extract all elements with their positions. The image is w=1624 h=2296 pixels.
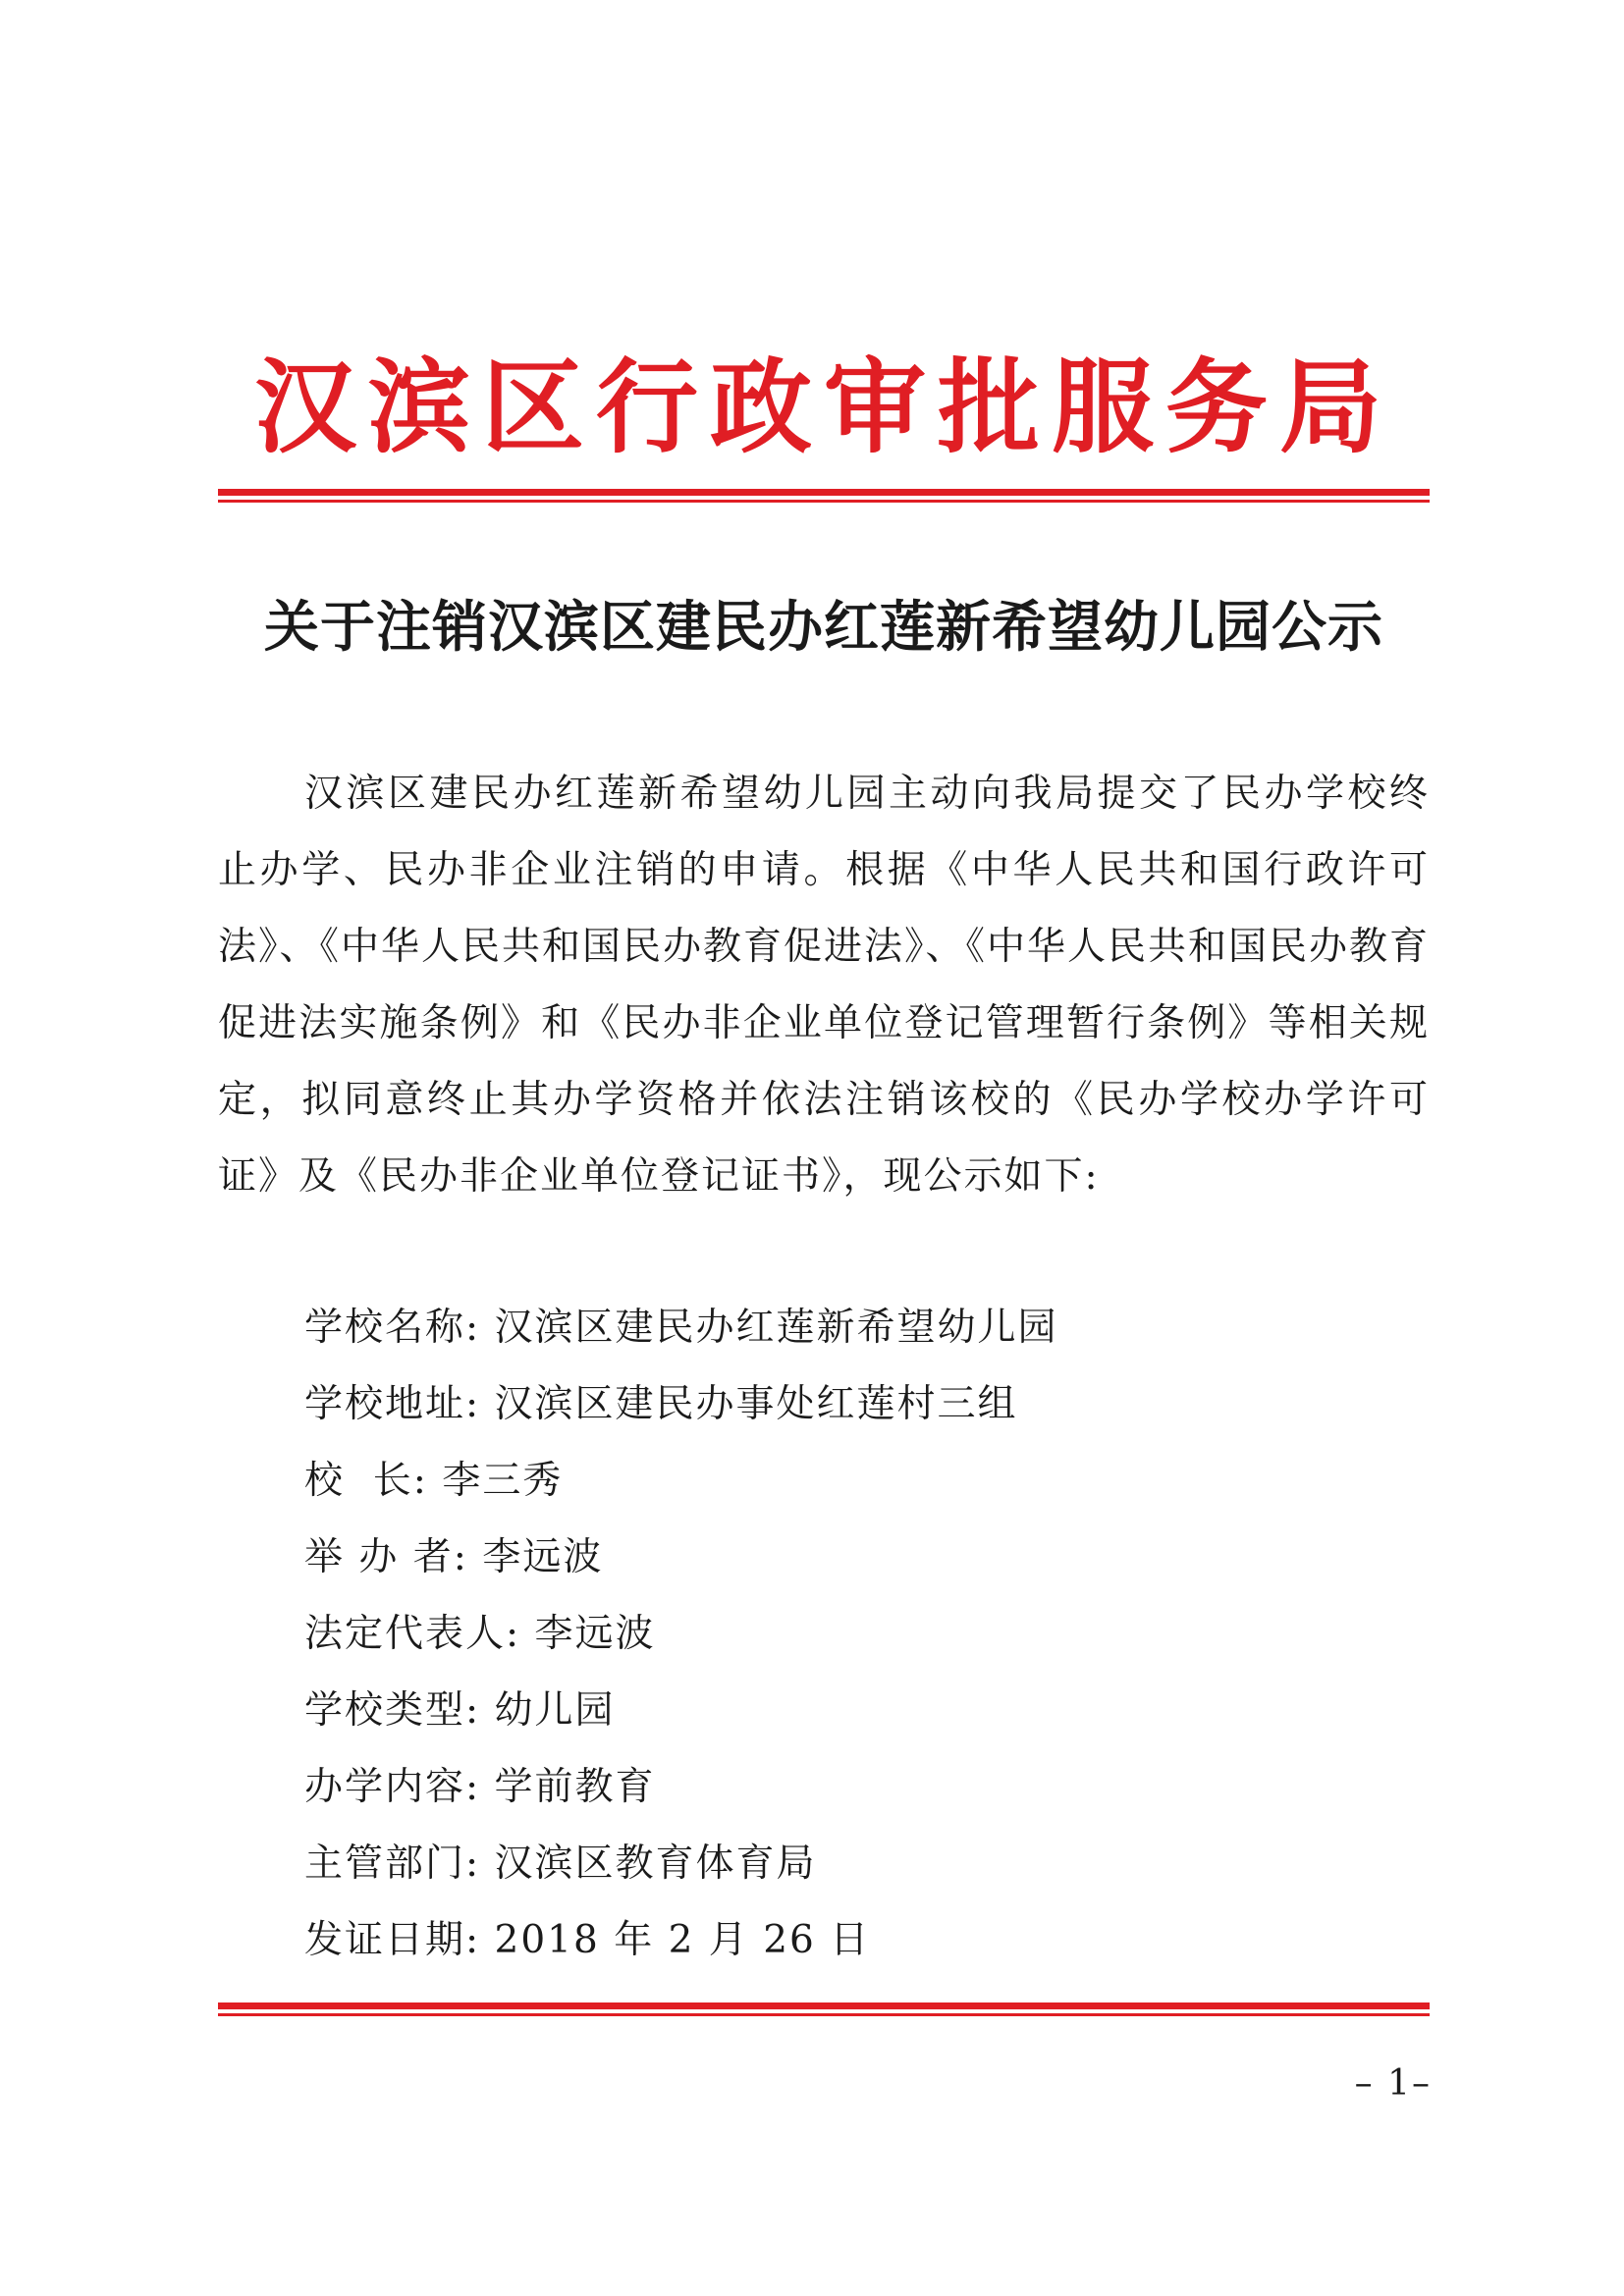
- notice-body-paragraph: 汉滨区建民办红莲新希望幼儿园主动向我局提交了民办学校终止办学、民办非企业注销的申请。根据《中华人民共和国行政许可法》、《中华人民共和国民办教育促进法》、《中华人民共和国民办教育促进法实施条例》和《民办非企业单位登记管理暂行条例》等相关规定，拟同意终止其办学资格并依法注销该校的《民办学校办学许可证》及《民办非企业单位登记证书》，现公示如下:: [218, 772, 1431, 1199]
- field-label: 校 长:: [304, 1459, 428, 1503]
- field-value: 李远波: [482, 1535, 604, 1579]
- field-label: 学校地址:: [304, 1382, 481, 1426]
- field-label: 办学内容:: [304, 1765, 481, 1809]
- masthead-divider: [218, 489, 1430, 503]
- field-label: 举 办 者:: [304, 1535, 468, 1579]
- field-label: 学校类型:: [304, 1688, 481, 1733]
- field-education-content: [304, 1749, 1424, 1826]
- field-school-address: [304, 1366, 1424, 1443]
- field-supervising-department: [304, 1826, 1424, 1902]
- field-label: 主管部门:: [304, 1842, 481, 1886]
- page-number: – 1–: [1354, 2063, 1432, 2104]
- field-school-name: [304, 1290, 1424, 1366]
- field-school-type: [304, 1673, 1424, 1749]
- field-value: 幼儿园: [494, 1688, 616, 1733]
- field-value: 李三秀: [442, 1459, 564, 1503]
- issuing-authority-masthead: 汉滨区行政审批服务局: [253, 347, 1393, 467]
- field-issue-date: [304, 1902, 1424, 1979]
- field-value: 李远波: [534, 1612, 656, 1656]
- field-value: 汉滨区建民办红莲新希望幼儿园: [494, 1306, 1058, 1350]
- field-label: 法定代表人:: [304, 1612, 521, 1656]
- document-title: 关于注销汉滨区建民办红莲新希望幼儿园公示: [264, 596, 1383, 660]
- field-label: 学校名称:: [304, 1306, 481, 1350]
- field-label: 发证日期:: [304, 1918, 481, 1962]
- field-sponsor: [304, 1520, 1424, 1596]
- field-value: 学前教育: [494, 1765, 656, 1809]
- field-value: 汉滨区建民办事处红莲村三组: [494, 1382, 1018, 1426]
- field-legal-representative: [304, 1596, 1424, 1673]
- field-principal: [304, 1443, 1424, 1520]
- footer-divider: [218, 2002, 1430, 2016]
- field-value: 2018 年 2 月 26 日: [494, 1918, 871, 1962]
- field-value: 汉滨区教育体育局: [494, 1842, 817, 1886]
- school-info-list: [304, 1290, 1424, 1979]
